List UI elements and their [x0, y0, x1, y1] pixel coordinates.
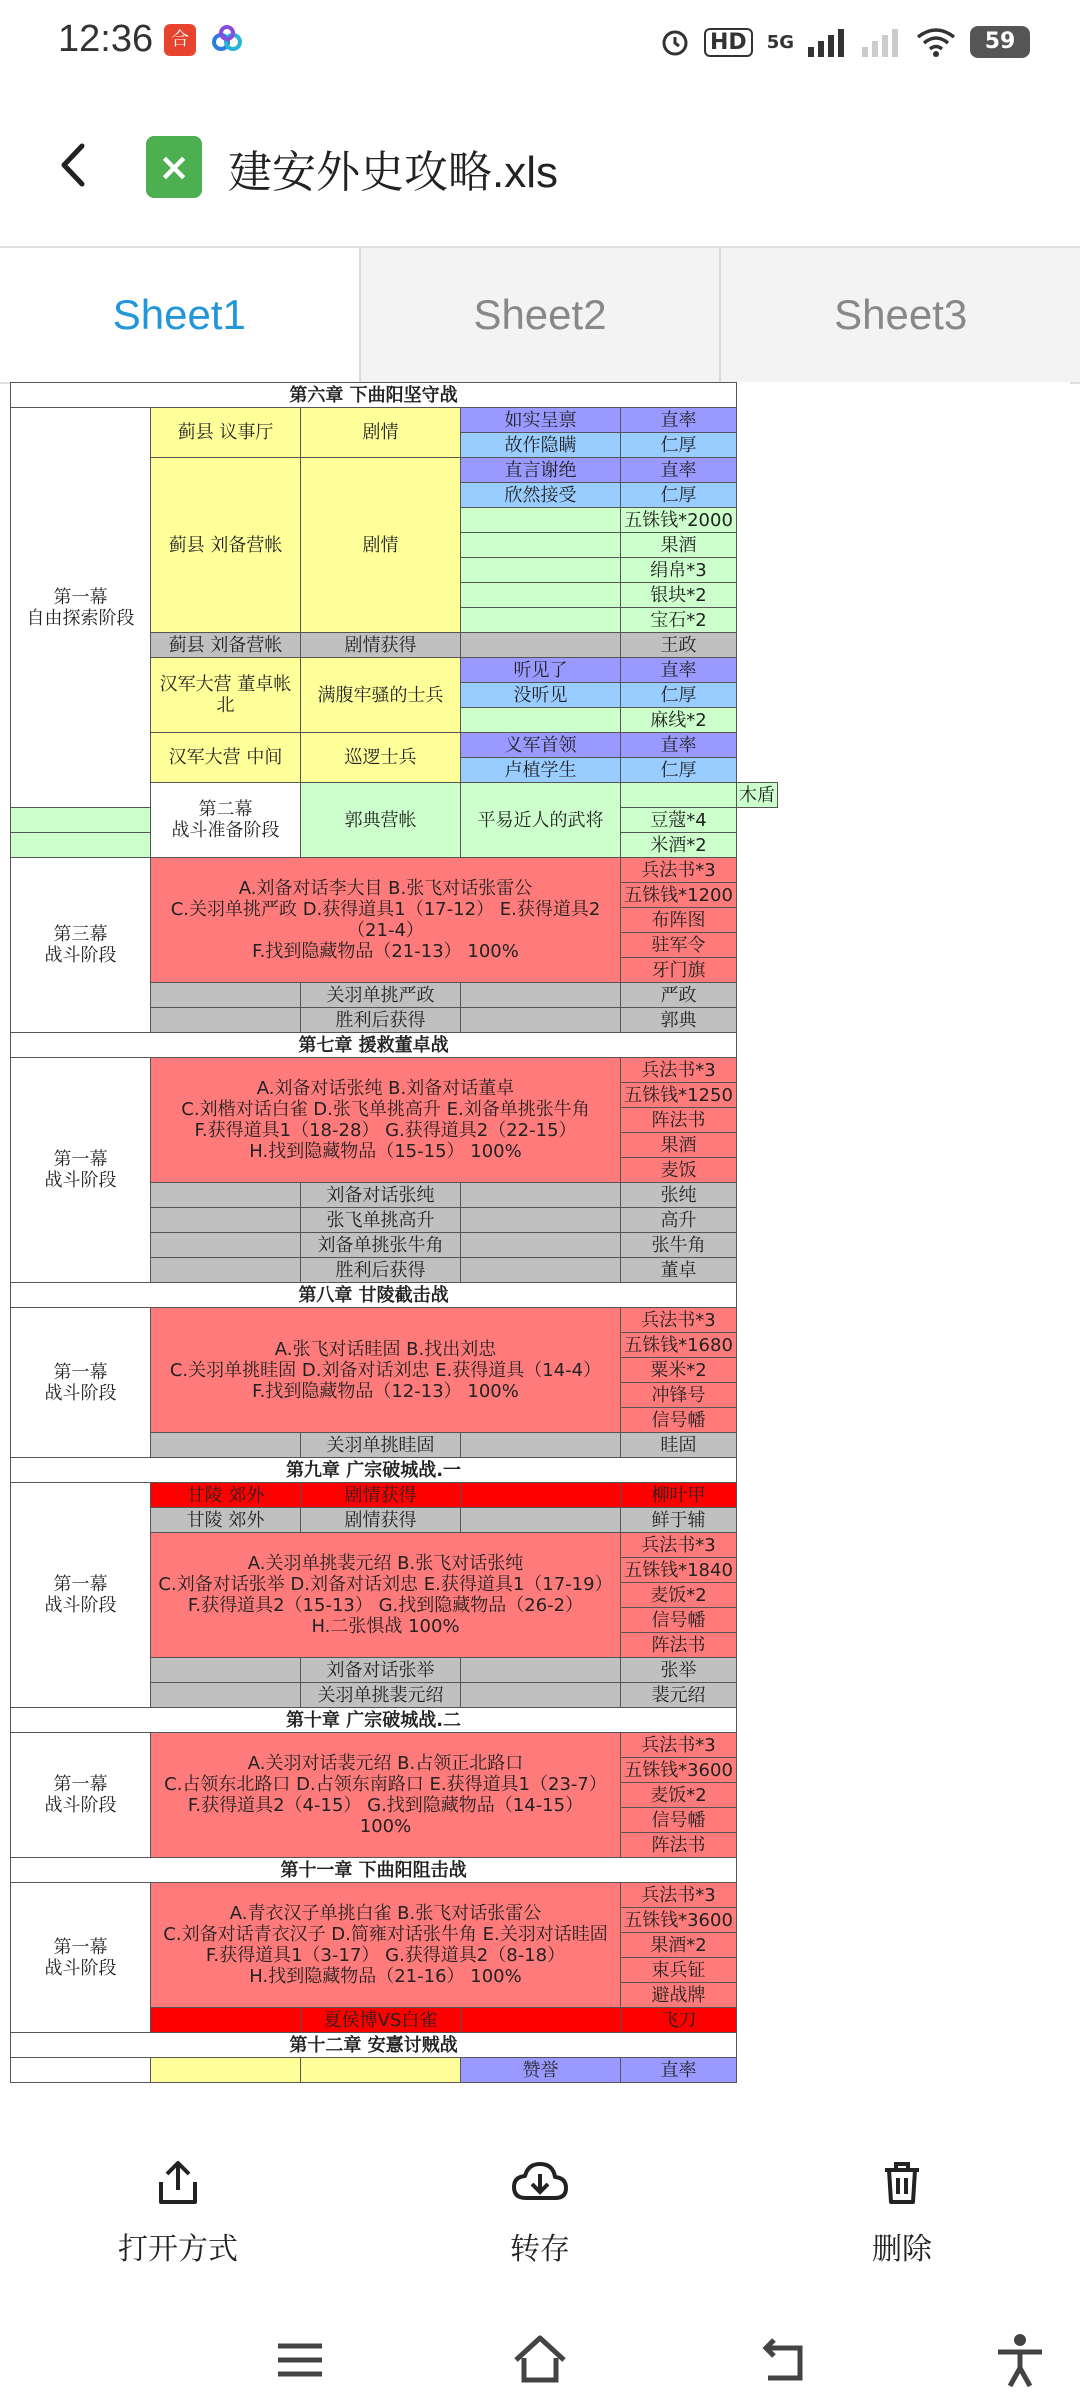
- sheet-row: [11, 858, 778, 883]
- sheet-cell[interactable]: 没听见: [461, 683, 621, 708]
- file-title: 建安外史攻略.xls: [228, 148, 558, 197]
- sheet-cell[interactable]: 汉军大营 董卓帐北: [151, 658, 301, 733]
- sheet-cell[interactable]: 眭固: [621, 1433, 737, 1458]
- sheet-cell[interactable]: [461, 1683, 621, 1708]
- sheet-cell[interactable]: [151, 1233, 301, 1258]
- sheet-cell[interactable]: 牙门旗: [621, 958, 737, 983]
- sheet-cell[interactable]: 兵法书*3: [621, 1883, 737, 1908]
- sheet-cell[interactable]: 刘备单挑张牛角: [301, 1233, 461, 1258]
- sheet-cell[interactable]: 信号幡: [621, 1608, 737, 1633]
- save-to-button[interactable]: [440, 2158, 640, 2268]
- sheet-cell[interactable]: 银块*2: [621, 583, 737, 608]
- sheet-cell[interactable]: 夏侯博VS白雀: [301, 2008, 461, 2033]
- sheet-cell[interactable]: 严政: [621, 983, 737, 1008]
- sheet-cell[interactable]: 绢帛*3: [621, 558, 737, 583]
- stage-cell[interactable]: 第一幕 战斗阶段: [11, 1733, 151, 1858]
- sheet-cell[interactable]: 仁厚: [621, 433, 737, 458]
- sheet-cell[interactable]: 满腹牢骚的士兵: [301, 658, 461, 733]
- tab-sheet2[interactable]: Sheet2: [359, 248, 720, 382]
- sheet-cell[interactable]: 巡逻士兵: [301, 733, 461, 783]
- sheet-cell[interactable]: 胜利后获得: [301, 1008, 461, 1033]
- status-time: 12:36: [58, 18, 154, 60]
- sheet-cell[interactable]: [151, 983, 301, 1008]
- sheet-cell[interactable]: 五铢钱*1250: [621, 1083, 737, 1108]
- battery-icon: 59: [970, 26, 1030, 58]
- sheet-cell[interactable]: 剧情: [301, 458, 461, 633]
- sheet-cell[interactable]: [151, 1208, 301, 1233]
- wifi-icon: [916, 27, 956, 57]
- sheet-cell[interactable]: 五铢钱*1680: [621, 1333, 737, 1358]
- sheet-cell[interactable]: 蓟县 刘备营帐: [151, 458, 301, 633]
- menu-icon[interactable]: [270, 2330, 330, 2390]
- stage-cell[interactable]: 第三幕 战斗阶段: [11, 858, 151, 1033]
- sheet-cell[interactable]: 兵法书*3: [621, 1733, 737, 1758]
- sheet-cell[interactable]: [461, 1508, 621, 1533]
- sheet-cell[interactable]: 避战牌: [621, 1983, 737, 2008]
- stage-cell[interactable]: 第一幕 战斗阶段: [11, 1308, 151, 1458]
- sheet-cell[interactable]: 卢植学生: [461, 758, 621, 783]
- sheet-cell[interactable]: 张纯: [621, 1183, 737, 1208]
- back-nav-icon[interactable]: [752, 2330, 812, 2390]
- tab-sheet3[interactable]: Sheet3: [719, 248, 1080, 382]
- sheet-cell[interactable]: 阵法书: [621, 1108, 737, 1133]
- stage-cell[interactable]: 第一幕 战斗阶段: [11, 1483, 151, 1708]
- sheet-tabs: [0, 246, 1080, 384]
- chapter-header-cell[interactable]: 第十二章 安憙讨贼战: [11, 2033, 737, 2058]
- sheet-cell[interactable]: 直率: [621, 2058, 737, 2083]
- excel-file-icon: ×: [146, 136, 202, 198]
- sheet-cell[interactable]: [151, 1258, 301, 1283]
- sheet-row: [11, 1883, 778, 1908]
- sheet-cell[interactable]: A.关羽对话裴元绍 B.占领正北路口 C.占领东北路口 D.占领东南路口 E.获得道具1（23-7） F.获得道具2（4-15） G.找到隐藏物品（14-15） 100%: [151, 1733, 621, 1858]
- cloud-save-icon: [510, 2158, 570, 2208]
- sheet-cell[interactable]: 直率: [621, 658, 737, 683]
- sheet-cell[interactable]: [11, 833, 151, 858]
- status-indicators: [660, 20, 1030, 64]
- sheet-cell[interactable]: [461, 983, 621, 1008]
- sheet-cell[interactable]: 麻线*2: [621, 708, 737, 733]
- sheet-cell[interactable]: 兵法书*3: [621, 1058, 737, 1083]
- stage-cell[interactable]: 第二幕 战斗准备阶段: [151, 783, 301, 858]
- sheet-row: [11, 1058, 778, 1083]
- sheet-cell[interactable]: [461, 1658, 621, 1683]
- sheet-cell[interactable]: 听见了: [461, 658, 621, 683]
- sheet-cell[interactable]: 关羽单挑眭固: [301, 1433, 461, 1458]
- stage-cell[interactable]: 第一幕 自由探索阶段: [11, 408, 151, 808]
- sheet-cell[interactable]: 果酒*2: [621, 1933, 737, 1958]
- chapter-header-cell[interactable]: 第十一章 下曲阳阻击战: [11, 1858, 737, 1883]
- sheet-cell[interactable]: [151, 2058, 301, 2083]
- sheet-cell[interactable]: 高升: [621, 1208, 737, 1233]
- sheet-cell[interactable]: 宝石*2: [621, 608, 737, 633]
- chapter-header-cell[interactable]: 第六章 下曲阳坚守战: [11, 383, 737, 408]
- sheet-cell[interactable]: [461, 608, 621, 633]
- accessibility-icon[interactable]: [990, 2330, 1050, 2390]
- stage-cell[interactable]: 第一幕 战斗阶段: [11, 1883, 151, 2033]
- sheet-cell[interactable]: 剧情: [301, 408, 461, 458]
- sheet-cell[interactable]: 飞刀: [621, 2008, 737, 2033]
- sheet-cell[interactable]: 如实呈禀: [461, 408, 621, 433]
- signal-weak-icon: [862, 27, 902, 57]
- sheet-cell[interactable]: 张飞单挑高升: [301, 1208, 461, 1233]
- sheet-row: [11, 1308, 778, 1333]
- sheet-cell[interactable]: [461, 708, 621, 733]
- sheet-cell[interactable]: [301, 2058, 461, 2083]
- sheet-cell[interactable]: 剧情获得: [301, 633, 461, 658]
- sheet-cell[interactable]: 兵法书*3: [621, 1533, 737, 1558]
- sheet-cell[interactable]: [461, 633, 621, 658]
- sheet-cell[interactable]: 豆蔻*4: [621, 808, 737, 833]
- sheet-cell[interactable]: 五铢钱*3600: [621, 1908, 737, 1933]
- sheet-row: [11, 1858, 778, 1883]
- sheet-cell[interactable]: 直言谢绝: [461, 458, 621, 483]
- chapter-header-cell[interactable]: 第十章 广宗破城战.二: [11, 1708, 737, 1733]
- open-with-button[interactable]: [78, 2158, 278, 2268]
- sheet-row: [11, 1033, 778, 1058]
- sheet-cell[interactable]: 兵法书*3: [621, 1308, 737, 1333]
- sheet-cell[interactable]: A.张飞对话眭固 B.找出刘忠 C.关羽单挑眭固 D.刘备对话刘忠 E.获得道具（14-4） F.找到隐藏物品（12-13） 100%: [151, 1308, 621, 1433]
- sheet-cell[interactable]: 柳叶甲: [621, 1483, 737, 1508]
- trash-icon: [877, 2158, 927, 2208]
- sheet-cell[interactable]: 直率: [621, 408, 737, 433]
- sheet-cell[interactable]: 胜利后获得: [301, 1258, 461, 1283]
- chapter-header-cell[interactable]: 第八章 甘陵截击战: [11, 1283, 737, 1308]
- chapter-header-cell[interactable]: 第九章 广宗破城战.一: [11, 1458, 737, 1483]
- sheet-cell[interactable]: 王政: [621, 633, 737, 658]
- sheet-cell[interactable]: 粟米*2: [621, 1358, 737, 1383]
- sheet-cell[interactable]: 冲锋号: [621, 1383, 737, 1408]
- sheet-cell[interactable]: 布阵图: [621, 908, 737, 933]
- sheet-cell[interactable]: [621, 783, 737, 808]
- sheet-cell[interactable]: [151, 1658, 301, 1683]
- open-with-label: 打开方式: [118, 2232, 238, 2267]
- sheet-cell[interactable]: 五铢钱*2000: [621, 508, 737, 533]
- sheet-cell[interactable]: 信号幡: [621, 1808, 737, 1833]
- sheet-cell[interactable]: 刘备对话张纯: [301, 1183, 461, 1208]
- sheet-cell[interactable]: 米酒*2: [621, 833, 737, 858]
- sheet-cell[interactable]: [151, 1683, 301, 1708]
- sheet-row: [11, 408, 778, 433]
- sheet-cell[interactable]: 麦饭: [621, 1158, 737, 1183]
- sheet-cell[interactable]: 董卓: [621, 1258, 737, 1283]
- sheet-cell[interactable]: 五铢钱*1840: [621, 1558, 737, 1583]
- sheet-row: [11, 383, 778, 408]
- sheet-cell[interactable]: [461, 1433, 621, 1458]
- sheet-cell[interactable]: 直率: [621, 733, 737, 758]
- sheet-cell[interactable]: 驻军令: [621, 933, 737, 958]
- system-nav-bar: [0, 2300, 1080, 2400]
- save-to-label: 转存: [510, 2232, 570, 2267]
- sheet-cell[interactable]: 束兵钲: [621, 1958, 737, 1983]
- sheet-cell[interactable]: [461, 1258, 621, 1283]
- bottom-action-bar: [0, 2118, 1080, 2268]
- spreadsheet-view[interactable]: [10, 382, 1070, 2112]
- sheet-cell[interactable]: 甘陵 郊外: [151, 1483, 301, 1508]
- sheet-cell[interactable]: 蓟县 刘备营帐: [151, 633, 301, 658]
- sheet-cell[interactable]: 关羽单挑严政: [301, 983, 461, 1008]
- back-arrow-icon[interactable]: [52, 140, 96, 190]
- status-bar: [0, 0, 1080, 84]
- tab-sheet1[interactable]: Sheet1: [0, 248, 359, 382]
- stage-cell[interactable]: 第一幕 战斗阶段: [11, 1058, 151, 1283]
- hd-icon: HD: [704, 28, 753, 57]
- home-icon[interactable]: [510, 2330, 570, 2390]
- sheet-cell[interactable]: 张举: [621, 1658, 737, 1683]
- network-label: 5G: [766, 31, 794, 53]
- sheet-cell[interactable]: A.关羽单挑裴元绍 B.张飞对话张纯 C.刘备对话张举 D.刘备对话刘忠 E.获得道具1（17-19） F.获得道具2（15-13） G.找到隐藏物品（26-2） H.二张惧战 100%: [151, 1533, 621, 1658]
- share-icon: [153, 2158, 203, 2208]
- sheet-row: [11, 1283, 778, 1308]
- sheet-cell[interactable]: [461, 508, 621, 533]
- sheet-cell[interactable]: 阵法书: [621, 1633, 737, 1658]
- delete-button[interactable]: [802, 2158, 1002, 2268]
- sheet-row: [11, 1708, 778, 1733]
- sheet-cell[interactable]: 裴元绍: [621, 1683, 737, 1708]
- sheet-cell[interactable]: 五铢钱*1200: [621, 883, 737, 908]
- sheet-cell[interactable]: [461, 1233, 621, 1258]
- sheet-cell[interactable]: [461, 1008, 621, 1033]
- sheet-cell[interactable]: 阵法书: [621, 1833, 737, 1858]
- sheet-cell[interactable]: 赞誉: [461, 2058, 621, 2083]
- sheet-row: [11, 1483, 778, 1508]
- sheet-cell[interactable]: 木盾: [737, 783, 778, 808]
- sheet-cell[interactable]: 蓟县 议事厅: [151, 408, 301, 458]
- sheet-cell[interactable]: 郭典营帐: [301, 783, 461, 858]
- sheet-cell[interactable]: [151, 1183, 301, 1208]
- sheet-cell[interactable]: 果酒: [621, 1133, 737, 1158]
- sheet-cell[interactable]: 剧情获得: [301, 1483, 461, 1508]
- sheet-cell[interactable]: [461, 1208, 621, 1233]
- sheet-cell[interactable]: [151, 1433, 301, 1458]
- sheet-cell[interactable]: 张牛角: [621, 1233, 737, 1258]
- sheet-cell[interactable]: 故作隐瞒: [461, 433, 621, 458]
- sheet-cell[interactable]: 平易近人的武将: [461, 783, 621, 858]
- app-header: [0, 110, 1080, 220]
- sheet-cell[interactable]: 欣然接受: [461, 483, 621, 508]
- stage-cell[interactable]: [11, 2058, 151, 2083]
- sheet-cell[interactable]: [151, 1008, 301, 1033]
- alarm-icon: [660, 27, 690, 57]
- sheet-row: [11, 1458, 778, 1483]
- sheet-cell[interactable]: 仁厚: [621, 683, 737, 708]
- sheet-cell[interactable]: [461, 533, 621, 558]
- spreadsheet-table: [10, 382, 778, 2083]
- sheet-cell[interactable]: 麦饭*2: [621, 1783, 737, 1808]
- sheet-row: [11, 2033, 778, 2058]
- sheet-cell[interactable]: A.青衣汉子单挑白雀 B.张飞对话张雷公 C.刘备对话青衣汉子 D.简雍对话张牛角 E.关羽对话眭固 F.获得道具1（3-17） G.获得道具2（8-18） H.找到隐藏物品（21-16） 100%: [151, 1883, 621, 2008]
- sheet-cell[interactable]: [11, 808, 151, 833]
- sheet-cell[interactable]: [461, 583, 621, 608]
- sheet-cell[interactable]: 仁厚: [621, 483, 737, 508]
- sheet-cell[interactable]: 刘备对话张举: [301, 1658, 461, 1683]
- delete-label: 删除: [872, 2232, 932, 2267]
- sheet-cell[interactable]: [461, 1183, 621, 1208]
- sheet-row: [11, 1733, 778, 1758]
- sheet-cell[interactable]: 五铢钱*3600: [621, 1758, 737, 1783]
- sheet-cell[interactable]: 剧情获得: [301, 1508, 461, 1533]
- sheet-cell[interactable]: [151, 2008, 301, 2033]
- signal-icon: [808, 27, 848, 57]
- sheet-cell[interactable]: [461, 558, 621, 583]
- sheet-cell[interactable]: 果酒: [621, 533, 737, 558]
- notification-app-icon: 合: [164, 24, 196, 56]
- sheet-cell[interactable]: 仁厚: [621, 758, 737, 783]
- sheet-cell[interactable]: [461, 2008, 621, 2033]
- cloud-app-icon: [210, 24, 244, 56]
- sheet-cell[interactable]: A.刘备对话张纯 B.刘备对话董卓 C.刘楷对话白雀 D.张飞单挑高升 E.刘备单挑张牛角 F.获得道具1（18-28） G.获得道具2（22-15） H.找到隐藏物品（15-15） 100%: [151, 1058, 621, 1183]
- sheet-cell[interactable]: 直率: [621, 458, 737, 483]
- sheet-cell[interactable]: 义军首领: [461, 733, 621, 758]
- sheet-cell[interactable]: 郭典: [621, 1008, 737, 1033]
- sheet-cell[interactable]: 信号幡: [621, 1408, 737, 1433]
- sheet-cell[interactable]: 甘陵 郊外: [151, 1508, 301, 1533]
- sheet-cell[interactable]: 兵法书*3: [621, 858, 737, 883]
- sheet-cell[interactable]: 关羽单挑裴元绍: [301, 1683, 461, 1708]
- sheet-cell[interactable]: A.刘备对话李大目 B.张飞对话张雷公 C.关羽单挑严政 D.获得道具1（17-12） E.获得道具2（21-4） F.找到隐藏物品（21-13） 100%: [151, 858, 621, 983]
- sheet-cell[interactable]: 鲜于辅: [621, 1508, 737, 1533]
- sheet-row: [11, 2058, 778, 2083]
- sheet-cell[interactable]: 麦饭*2: [621, 1583, 737, 1608]
- chapter-header-cell[interactable]: 第七章 援救董卓战: [11, 1033, 737, 1058]
- sheet-cell[interactable]: 汉军大营 中间: [151, 733, 301, 783]
- sheet-cell[interactable]: [461, 1483, 621, 1508]
